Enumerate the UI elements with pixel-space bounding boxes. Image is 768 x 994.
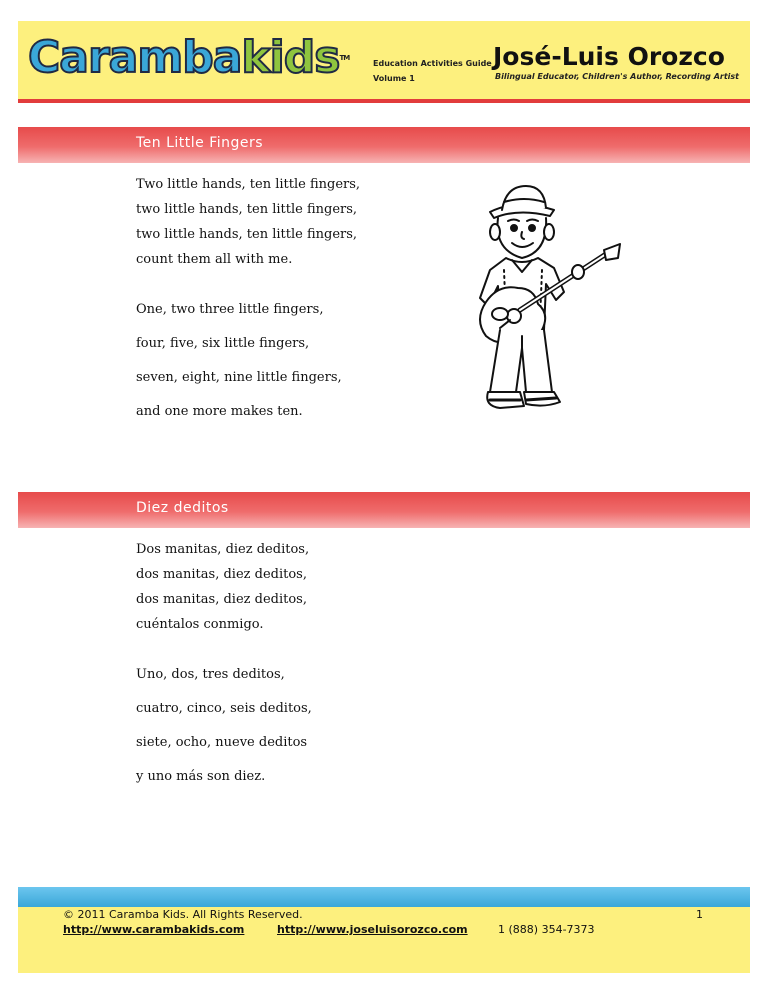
lyric-line: Uno, dos, tres deditos, — [136, 667, 285, 682]
author-name: José-Luis Orozco — [493, 42, 725, 71]
lyric-line: Dos manitas, diez deditos, — [136, 542, 310, 557]
guide-volume: Volume 1 — [373, 74, 415, 83]
guide-title: Education Activities Guide — [373, 59, 492, 68]
phone-number: 1 (888) 354-7373 — [498, 923, 595, 936]
lyric-line: seven, eight, nine little fingers, — [136, 370, 342, 385]
footer-stripe — [18, 887, 750, 907]
joseluisorozco-link[interactable]: http://www.joseluisorozco.com — [277, 923, 468, 936]
lyric-line: and one more makes ten. — [136, 404, 303, 419]
lyric-line: Two little hands, ten little fingers, — [136, 177, 361, 192]
lyric-line: y uno más son diez. — [136, 769, 266, 784]
page-number: 1 — [696, 908, 703, 921]
lyric-line: dos manitas, diez deditos, — [136, 567, 307, 582]
lyric-line: cuatro, cinco, seis deditos, — [136, 701, 312, 716]
lyric-line: One, two three little fingers, — [136, 302, 324, 317]
section-band-english — [18, 127, 750, 163]
lyric-line: siete, ocho, nueve deditos — [136, 735, 308, 750]
lyric-line: two little hands, ten little fingers, — [136, 202, 358, 217]
section-title-english: Ten Little Fingers — [136, 135, 264, 151]
logo-trademark: TM — [339, 54, 350, 62]
section-band-spanish — [18, 492, 750, 528]
author-subtitle: Bilingual Educator, Children's Author, Recording Artist — [495, 72, 739, 81]
logo-text-kids: kids — [241, 32, 340, 83]
lyric-line: four, five, six little fingers, — [136, 336, 310, 351]
carambakids-link[interactable]: http://www.carambakids.com — [63, 923, 245, 936]
caramba-kids-logo — [28, 30, 349, 86]
lyric-line: count them all with me. — [136, 252, 293, 267]
lyric-line: two little hands, ten little fingers, — [136, 227, 358, 242]
section-title-spanish: Diez deditos — [136, 500, 229, 516]
guitar-player-illustration — [460, 180, 630, 412]
lyric-line: dos manitas, diez deditos, — [136, 592, 307, 607]
header-divider — [18, 99, 750, 103]
guide-label — [373, 56, 492, 86]
logo-text-caramba: Caramba — [28, 32, 242, 83]
copyright-text: © 2011 Caramba Kids. All Rights Reserved. — [63, 908, 303, 921]
lyric-line: cuéntalos conmigo. — [136, 617, 264, 632]
